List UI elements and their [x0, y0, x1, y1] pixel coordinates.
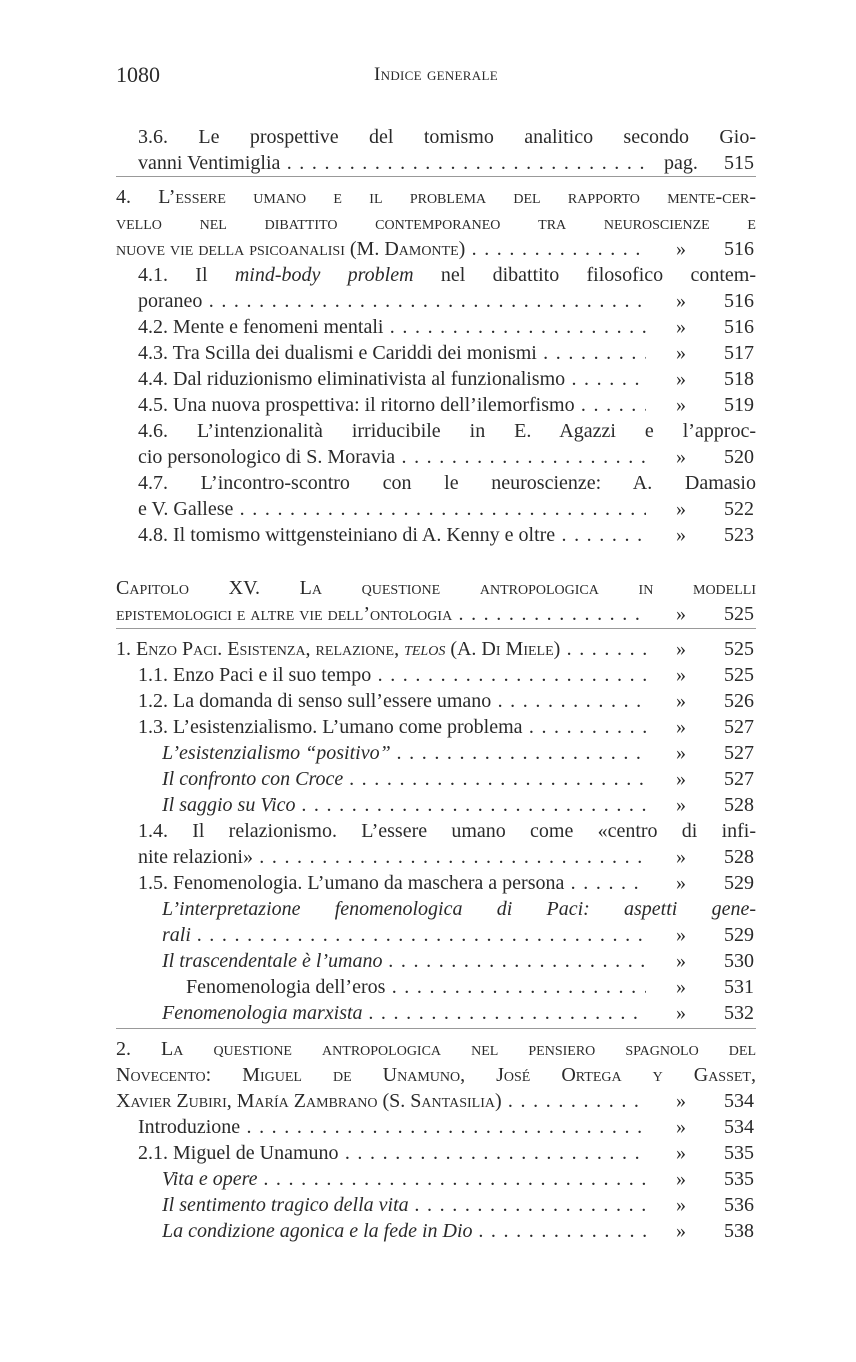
toc-text-part: Fenomenologia dell’eros	[186, 976, 386, 998]
page-number-ref: 518	[724, 368, 754, 390]
toc-entry-text	[162, 794, 646, 816]
toc-entry-text	[162, 1220, 646, 1242]
toc-text-italic: mind-body problem	[234, 264, 414, 286]
toc-line	[116, 1062, 756, 1088]
toc-text-part: 1.4. Il relazionismo. L’essere umano come «centro di infi-	[138, 820, 756, 842]
toc-line	[138, 124, 756, 150]
page-number-ref: 528	[724, 846, 754, 868]
toc-line	[116, 1036, 756, 1062]
toc-text-part: L’interpretazione fenomenologica di Paci: aspetti gene-	[162, 898, 756, 920]
page-number-ref: 538	[724, 1220, 754, 1242]
toc-line	[138, 288, 646, 314]
toc-text-part: 4.6. L’intenzionalità irriducibile in E. Agazzi e l’approc-	[138, 420, 756, 442]
toc-line	[138, 470, 756, 496]
toc-entry-text	[116, 1064, 756, 1086]
toc-text-part: 4.8. Il tomismo wittgensteiniano di A. Kenny e oltre	[138, 524, 556, 546]
toc-text-part: 4.7. L’incontro-scontro con le neuroscienze: A. Damasio	[138, 472, 756, 494]
toc-line	[162, 1166, 646, 1192]
page-reference-marker: »	[676, 1194, 686, 1216]
toc-entry-text	[138, 290, 646, 312]
toc-entry-text	[162, 924, 646, 946]
toc-line	[116, 601, 646, 627]
running-head: Indice generale	[374, 64, 498, 85]
page-reference-marker: »	[676, 394, 686, 416]
toc-line	[162, 896, 756, 922]
toc-line	[138, 340, 646, 366]
toc-line	[116, 184, 756, 210]
toc-text-part: poraneo	[138, 290, 203, 312]
page-number-ref: 525	[724, 638, 754, 660]
toc-text-part: vello nel dibattito contemporaneo tra neuroscienze e	[116, 212, 756, 234]
page-number-ref: 534	[724, 1090, 754, 1112]
toc-entry-text	[138, 498, 646, 520]
page-reference-marker: »	[676, 498, 686, 520]
toc-entry-text	[138, 394, 646, 416]
page-number-ref: 520	[724, 446, 754, 468]
toc-text-part: Il trascendentale è l’umano	[162, 950, 383, 972]
page-reference-marker: »	[676, 1168, 686, 1190]
toc-entry-text	[162, 950, 646, 972]
toc-entry-text	[162, 1168, 646, 1190]
page-reference-marker: »	[676, 716, 686, 738]
toc-line	[138, 392, 646, 418]
page-number-ref: 527	[724, 716, 754, 738]
toc-text-part: rali	[162, 924, 191, 946]
page-reference-marker: »	[676, 638, 686, 660]
page-number-ref: 516	[724, 238, 754, 260]
toc-text-part: vanni Ventimiglia	[138, 152, 281, 174]
toc-text-part: 2. La questione antropologica nel pensiero spagnolo del	[116, 1038, 756, 1060]
toc-line	[116, 1088, 646, 1114]
toc-text-part: cio personologico di S. Moravia	[138, 446, 396, 468]
toc-line	[138, 1140, 646, 1166]
toc-entry-text	[116, 1090, 646, 1112]
toc-text-part: (A. Di Miele)	[445, 638, 561, 660]
toc-text-part: 4.2. Mente e fenomeni mentali	[138, 316, 384, 338]
toc-text-part: Novecento: Miguel de Unamuno, José Ortega y Gasset,	[116, 1064, 756, 1086]
toc-line	[162, 766, 646, 792]
page-reference-marker: »	[676, 342, 686, 364]
toc-line	[162, 740, 646, 766]
page-reference-marker: »	[676, 690, 686, 712]
toc-line	[138, 844, 646, 870]
page-number-ref: 535	[724, 1168, 754, 1190]
toc-entry-text	[138, 664, 646, 686]
page-number-ref: 516	[724, 316, 754, 338]
page-number-ref: 534	[724, 1116, 754, 1138]
page-number-ref: 532	[724, 1002, 754, 1024]
page-reference-marker: pag.	[664, 152, 698, 174]
toc-entry-text	[162, 768, 646, 790]
page-reference-marker: »	[676, 1220, 686, 1242]
page-number-ref: 519	[724, 394, 754, 416]
toc-line	[116, 575, 756, 601]
page-reference-marker: »	[676, 368, 686, 390]
toc-line	[116, 210, 756, 236]
toc-entry-text	[162, 1002, 646, 1024]
page-number-ref: 517	[724, 342, 754, 364]
toc-line	[138, 522, 646, 548]
toc-entry-text	[138, 716, 646, 738]
toc-entry-text	[138, 1116, 646, 1138]
page-number-ref: 515	[724, 152, 754, 174]
toc-text-part: Il confronto con Croce	[162, 768, 344, 790]
toc-entry-text	[138, 126, 756, 148]
toc-text-part: nite relazioni»	[138, 846, 253, 868]
page-number-ref: 530	[724, 950, 754, 972]
toc-entry-text	[138, 446, 646, 468]
toc-entry-text	[138, 152, 646, 174]
toc-line	[138, 150, 646, 176]
page-number-ref: 523	[724, 524, 754, 546]
toc-entry-text	[138, 690, 646, 712]
toc-entry-text	[116, 186, 756, 208]
page-number-ref: 535	[724, 1142, 754, 1164]
toc-line	[162, 1192, 646, 1218]
toc-text-part: Il saggio su Vico	[162, 794, 296, 816]
toc-line	[162, 922, 646, 948]
page-reference-marker: »	[676, 446, 686, 468]
toc-text-part: Vita e opere	[162, 1168, 258, 1190]
toc-entry-text	[138, 820, 756, 842]
page-reference-marker: »	[676, 603, 686, 625]
toc-text-part: Introduzione	[138, 1116, 241, 1138]
page-number-ref: 529	[724, 872, 754, 894]
section-rule	[116, 176, 756, 177]
toc-entry-text	[186, 976, 646, 998]
toc-line	[138, 418, 756, 444]
toc-text-part: 4. L’essere umano e il problema del rapporto mente-cer-	[116, 186, 756, 208]
toc-entry-text	[138, 472, 756, 494]
toc-text-part: 4.3. Tra Scilla dei dualismi e Cariddi dei monismi	[138, 342, 537, 364]
page-reference-marker: »	[676, 1090, 686, 1112]
page-reference-marker: »	[676, 1142, 686, 1164]
page-header	[116, 62, 756, 92]
toc-entry-text	[162, 1194, 646, 1216]
toc-entry-text	[138, 524, 646, 546]
page-reference-marker: »	[676, 742, 686, 764]
toc-line	[162, 1000, 646, 1026]
toc-text-part: 4.5. Una nuova prospettiva: il ritorno dell’ilemorfismo	[138, 394, 575, 416]
page-number-ref: 516	[724, 290, 754, 312]
page-number-ref: 527	[724, 742, 754, 764]
toc-text-italic: telos	[404, 638, 446, 660]
toc-line	[116, 636, 646, 662]
page-reference-marker: »	[676, 924, 686, 946]
page-reference-marker: »	[676, 872, 686, 894]
page-number-ref: 527	[724, 768, 754, 790]
toc-text-part: Il sentimento tragico della vita	[162, 1194, 409, 1216]
page-reference-marker: »	[676, 846, 686, 868]
toc-line	[186, 974, 646, 1000]
page-reference-marker: »	[676, 950, 686, 972]
toc-entry-text	[138, 368, 646, 390]
page-number: 1080	[116, 62, 160, 87]
toc-entry-text	[138, 872, 646, 894]
toc-line	[138, 496, 646, 522]
toc-text-part: 1.3. L’esistenzialismo. L’umano come problema	[138, 716, 523, 738]
page-number-ref: 529	[724, 924, 754, 946]
toc-text-part: 1.2. La domanda di senso sull’essere umano	[138, 690, 492, 712]
toc-text-part: 3.6. Le prospettive del tomismo analitico secondo Gio-	[138, 126, 756, 148]
toc-line	[138, 714, 646, 740]
toc-line	[138, 444, 646, 470]
toc-text-part: Xavier Zubiri, María Zambrano (S. Santasilia)	[116, 1090, 502, 1112]
toc-text-part: 1.1. Enzo Paci e il suo tempo	[138, 664, 372, 686]
page-number-ref: 536	[724, 1194, 754, 1216]
toc-entry-text	[116, 577, 756, 599]
toc-entry-text	[138, 264, 756, 286]
toc-entry-text	[162, 898, 756, 920]
toc-text-part: nel dibattito filosofico contem-	[413, 264, 756, 286]
page-reference-marker: »	[676, 316, 686, 338]
page-number-ref: 525	[724, 664, 754, 686]
section-rule	[116, 628, 756, 629]
toc-text-part: 1.5. Fenomenologia. L’umano da maschera a persona	[138, 872, 565, 894]
toc-text-part: La condizione agonica e la fede in Dio	[162, 1220, 473, 1242]
toc-line	[116, 236, 646, 262]
toc-entry-text	[138, 420, 756, 442]
toc-line	[138, 662, 646, 688]
toc-line	[138, 366, 646, 392]
section-rule	[116, 1028, 756, 1029]
toc-entry-text	[116, 1038, 756, 1060]
toc-text-part: 2.1. Miguel de Unamuno	[138, 1142, 339, 1164]
page-reference-marker: »	[676, 664, 686, 686]
toc-text-part: Fenomenologia marxista	[162, 1002, 363, 1024]
page-reference-marker: »	[676, 1002, 686, 1024]
toc-entry-text	[138, 1142, 646, 1164]
toc-line	[138, 818, 756, 844]
toc-text-part: e V. Gallese	[138, 498, 234, 520]
page-reference-marker: »	[676, 238, 686, 260]
page-reference-marker: »	[676, 524, 686, 546]
toc-line	[138, 688, 646, 714]
toc-line	[162, 1218, 646, 1244]
toc-entry-text	[162, 742, 646, 764]
page-reference-marker: »	[676, 976, 686, 998]
toc-entry-text	[138, 846, 646, 868]
page-number-ref: 526	[724, 690, 754, 712]
toc-entry-text	[116, 603, 646, 625]
page-number-ref: 525	[724, 603, 754, 625]
toc-entry-text	[138, 342, 646, 364]
toc-line	[138, 870, 646, 896]
toc-entry-text	[116, 638, 646, 660]
toc-text-part: Capitolo XV. La questione antropologica in modelli	[116, 577, 756, 599]
toc-entry-text	[116, 212, 756, 234]
page-number-ref: 522	[724, 498, 754, 520]
toc-entry-text	[138, 316, 646, 338]
toc-line	[138, 1114, 646, 1140]
toc-line	[162, 948, 646, 974]
toc-text-part: epistemologici e altre vie dell’ontologia	[116, 603, 453, 625]
page-reference-marker: »	[676, 794, 686, 816]
page-reference-marker: »	[676, 290, 686, 312]
toc-line	[138, 314, 646, 340]
page-reference-marker: »	[676, 768, 686, 790]
toc-text-part: nuove vie della psicoanalisi (M. Damonte)	[116, 238, 466, 260]
toc-text-part: 4.1. Il	[138, 264, 235, 286]
toc-line	[138, 262, 756, 288]
toc-text-part: L’esistenzialismo “positivo”	[162, 742, 391, 764]
toc-entry-text	[116, 238, 646, 260]
page-reference-marker: »	[676, 1116, 686, 1138]
toc-line	[162, 792, 646, 818]
page-number-ref: 528	[724, 794, 754, 816]
toc-text-part: 1. Enzo Paci. Esistenza, relazione,	[116, 638, 405, 660]
page-number-ref: 531	[724, 976, 754, 998]
toc-text-part: 4.4. Dal riduzionismo eliminativista al funzionalismo	[138, 368, 566, 390]
